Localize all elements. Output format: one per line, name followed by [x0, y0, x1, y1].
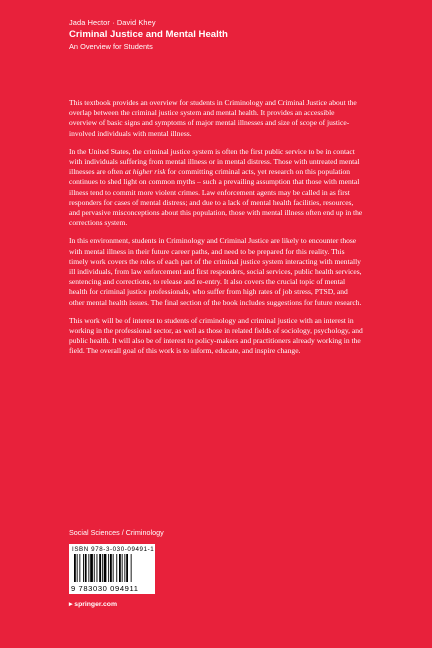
paragraph-2: [69, 147, 363, 229]
paragraph-2-part-a: In the United States, the criminal justice system is often the first public service to be in contact with individuals suffering from mental illness or in mental distress. Those with untreated mental illnesses are often: [69, 146, 360, 177]
isbn-text: ISBN 978-3-030-09491-1: [72, 546, 155, 553]
book-subtitle: An Overview for Students: [69, 42, 153, 51]
description: [69, 98, 363, 365]
paragraph-2-part-b: for committing criminal acts, yet research on this population continues to shed light on common myths – such a prevailing assumption that those with mental illness tend to commit more violent crimes. Law enforcement agents may be called in as first responders for cases of mental distress; and due to a lack of mental health facilities, resources, and pervasive misconceptions about this population, those with mental illness often end up in the corrections system.: [69, 167, 363, 228]
paragraph-3: In this environment, students in Criminology and Criminal Justice are likely to encounter those with mental illness in their future career paths, and need to be prepared for this reality. This timely work covers the roles of each part of the criminal justice system interacting with mentally ill individuals, from law enforcement and first responders, social services, public health services, sentencing and corrections, to release and re-entry. It also covers the crucial topic of mental health for criminal justice professionals, who suffer from high rates of job stress, PTSD, and other mental health issues. The final section of the book includes suggestions for future research.: [69, 236, 362, 307]
authors: Jada Hector · David Khey: [69, 18, 156, 27]
paragraph-1: This textbook provides an overview for students in Criminology and Criminal Justice about the overlap between the criminal justice system and mental health. It provides an accessible overview of basic signs and symptoms of major mental illnesses and size of scope of justice-involved individuals with mental illness.: [69, 98, 357, 138]
cover-header: [69, 18, 228, 51]
paragraph-4: This work will be of interest to students of criminology and criminal justice with an interest in working in the professional sector, as well as those in related fields of sociology, psychology, and public health. It will also be of interest to policy-makers and practitioners already working in the field. The overall goal of this work is to inform, educate, and inspire change.: [69, 315, 363, 356]
book-title: Criminal Justice and Mental Health: [69, 29, 228, 40]
barcode-label: [69, 544, 155, 594]
publisher-site: ▸ springer.com: [69, 601, 117, 608]
barcode-number: 9 783030 094911: [71, 584, 139, 593]
barcode-icon: [73, 554, 151, 586]
paragraph-2-emphasis: at higher risk: [124, 167, 166, 177]
subject-category: Social Sciences / Criminology: [69, 528, 164, 537]
